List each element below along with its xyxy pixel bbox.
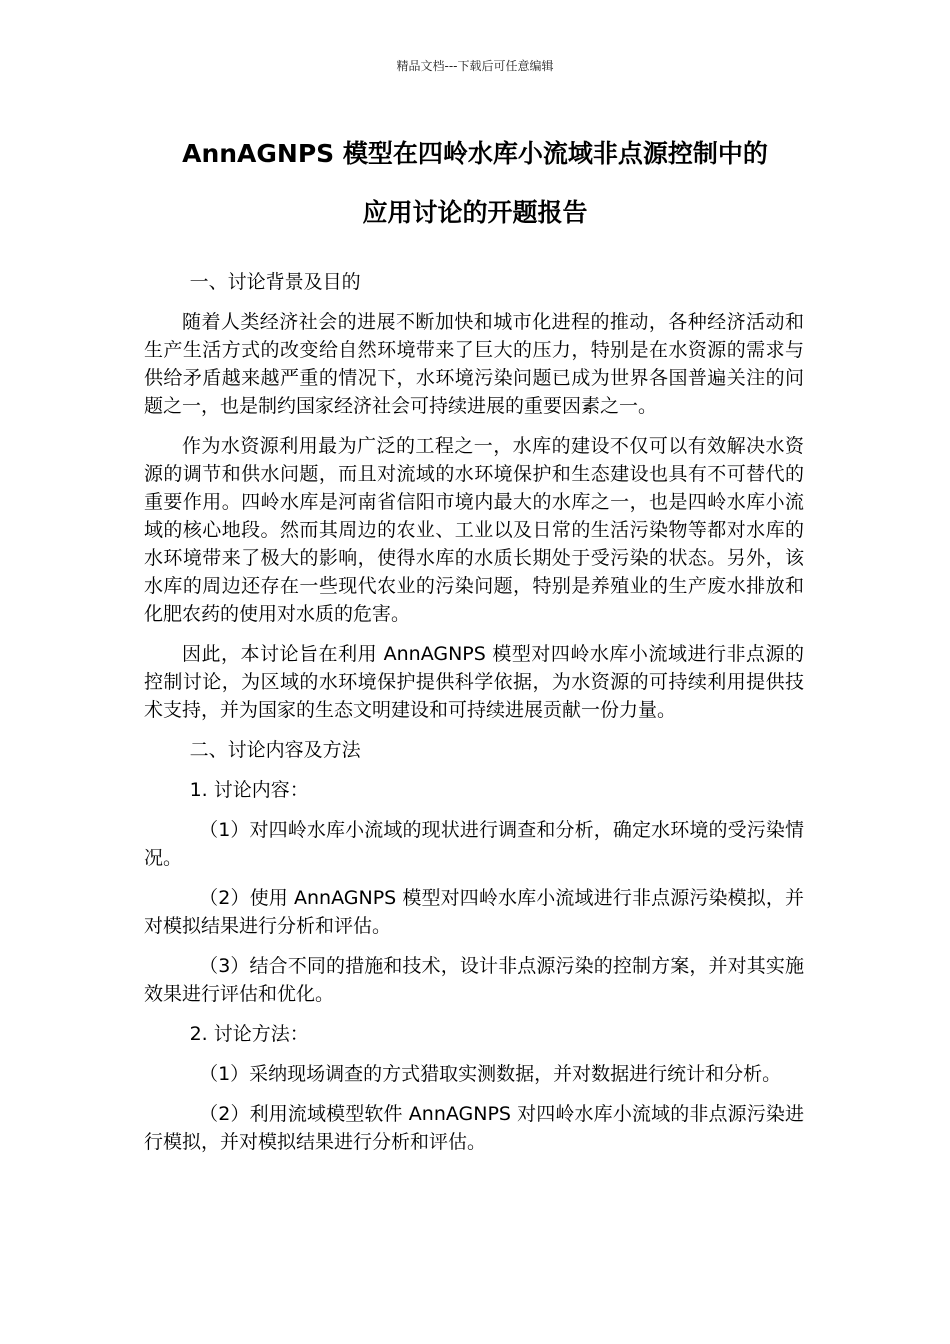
section-heading-background: 一、讨论背景及目的 [189,271,361,293]
paragraph-background-3: 因此，本讨论旨在利用 AnnAGNPS 模型对四岭水库小流域进行非点源的控制讨论，为区域的水环境保护提供科学依据，为水资源的可持续利用提供技术支持，并为国家的生态文明建设和可持续进展贡献一份力量。 [144,643,804,721]
content-item-2: （2）使用 AnnAGNPS 模型对四岭水库小流域进行非点源污染模拟，并对模拟结果进行分析和评估。 [144,887,804,937]
paragraph-background-2: 作为水资源利用最为广泛的工程之一，水库的建设不仅可以有效解决水资源的调节和供水问题，而且对流域的水环境保护和生态建设也具有不可替代的重要作用。四岭水库是河南省信阳市境内最大的水库之一，也是四岭水库小流域的核心地段。然而其周边的农业、工业以及日常的生活污染物等都对水库的水环境带来了极大的影响，使得水库的水质长期处于受污染的状态。另外，该水库的周边还存在一些现代农业的污染问题，特别是养殖业的生产废水排放和化肥农药的使用对水质的危害。 [144,435,804,625]
content-item-1: （1）对四岭水库小流域的现状进行调查和分析，确定水环境的受污染情况。 [144,819,804,869]
method-item-2: （2）利用流域模型软件 AnnAGNPS 对四岭水库小流域的非点源污染进行模拟，并对模拟结果进行分析和评估。 [144,1103,804,1153]
subheading-content: 1. 讨论内容： [189,779,309,801]
document-title-line-2: 应用讨论的开题报告 [362,198,588,227]
document-body [144,268,804,1168]
paragraph-background-1: 随着人类经济社会的进展不断加快和城市化进程的推动，各种经济活动和生产生活方式的改变给自然环境带来了巨大的压力，特别是在水资源的需求与供给矛盾越来越严重的情况下，水环境污染问题已成为世界各国普遍关注的问题之一，也是制约国家经济社会可持续进展的重要因素之一。 [144,311,804,417]
section-heading-content-methods: 二、讨论内容及方法 [189,739,361,761]
method-item-1: （1）采纳现场调查的方式猎取实测数据，并对数据进行统计和分析。 [199,1063,782,1085]
subheading-methods: 2. 讨论方法： [189,1023,309,1045]
page-header: 精品文档---下载后可任意编辑 [396,59,554,73]
document-title-line-1: AnnAGNPS 模型在四岭水库小流域非点源控制中的 [182,139,768,168]
content-item-3: （3）结合不同的措施和技术，设计非点源污染的控制方案，并对其实施效果进行评估和优化。 [144,955,804,1005]
